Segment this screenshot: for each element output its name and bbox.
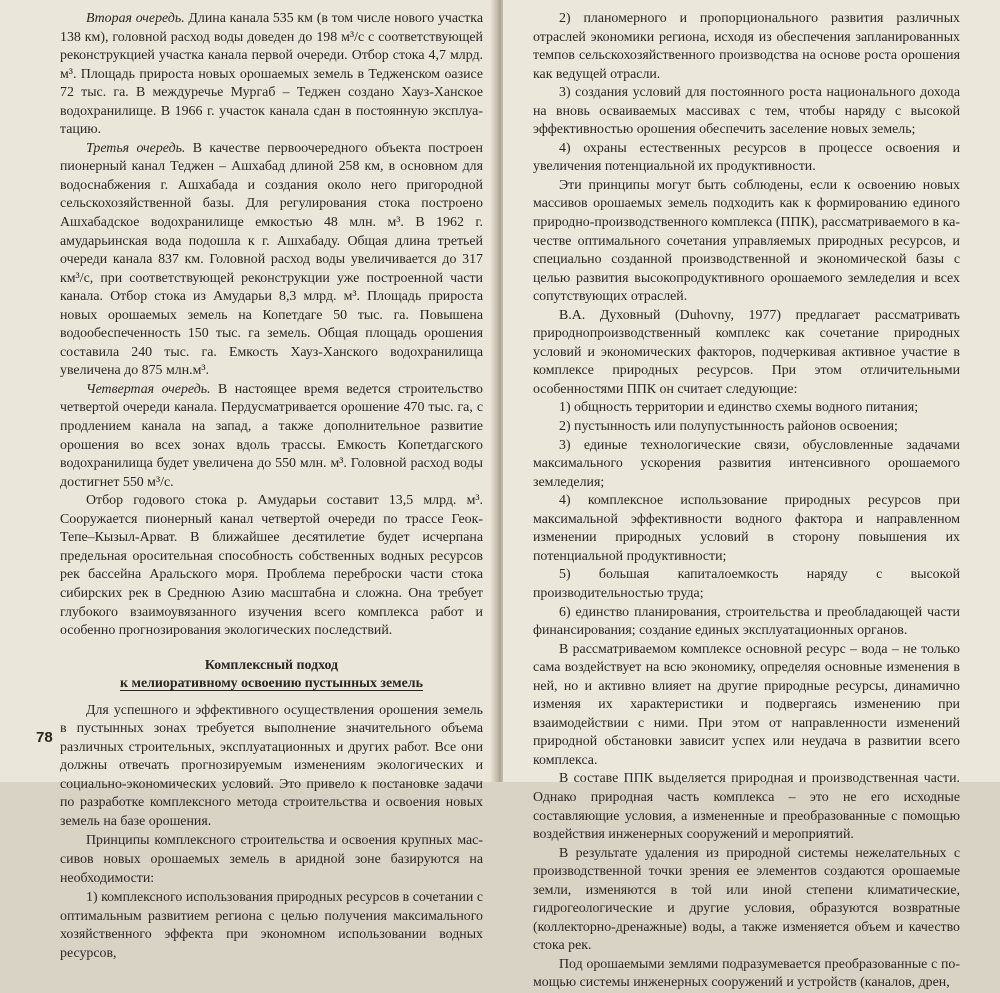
paragraph: 3) создания условий для постоянного роста национального дохода на вновь осваиваемых массивах с тем, чтобы наряду с высокой эффективностью орошения обеспечить заселение новых земель; [533, 85, 960, 138]
paragraph: 2) планомерного и пропорционального развития различных отраслей экономики региона, исходя из обеспечения запланированных темпов сельскохозяйственного производства на основе роста орошения как ведущей отрасли. [533, 11, 960, 82]
paragraph-lead: Третья очередь. [86, 140, 186, 156]
list-item: 1) общность территории и единство схемы водного питания; [559, 400, 919, 416]
section-heading-line-2: к мелиоративному освоению пустынных земель [120, 675, 423, 691]
paragraph: Принципы комплексного строительства и освоения крупных массивов новых орошаемых земель в аридной зоне базируются на необходимости: [60, 833, 483, 886]
paragraph: В составе ППК выделяется природная и производственная части. Однако природная часть комплекса – это не его исходные составляющие условия, а измененные и преобразованные с помощью воздействия инженерных сооружений и мероприятий. [533, 771, 960, 843]
page-number: 78 [36, 729, 53, 746]
paragraph-lead: Вторая очередь. [86, 11, 185, 26]
paragraph: 1) комплексного использования природных ресурсов в сочетании с оптимальным развитием региона с целью получения максимального хозяйственного эффекта при экономном использовании водных ресурсов, [60, 890, 483, 961]
paragraph: В.А. Духовный (Duhovny, 1977) предлагает рассматривать природнопроизводственный комплекс как сочетание природных условий и экономических факторов, подчеркивая активное участие в комплексе природных ресурсов. При этом отличительными особенностями ППК он считает следующие: [533, 307, 960, 397]
paragraph-text: Длина канала 535 км (в том числе нового участка 138 км), головной расход воды доведен до 198 м³/с с соответствующей реконструкцией участка канала первой очереди. Отбор стока 4,7 млрд. м³. Площадь прироста новых орошаемых земель в Тедженском оазисе 72 тыс. га. В междуречье Мургаб – Теджен создано Хауз-Ханское водохранилище. В 1966 г. участок канала сдан в постоянную эксплуатацию. [60, 11, 483, 138]
list-item: 3) единые технологические связи, обусловленные задачами максимального ускорения развития интенсивного орошаемого земледелия; [533, 437, 960, 490]
right-page [503, 0, 1000, 991]
paragraph-text: В качестве первоочередного объекта построен пионерный канал Теджен – Ашхабад длиной 258 км, в основном для водоснабжения г. Ашхабада и создания около него пригородной сельскохозяйственной базы. Для регулирования стока построено Ашхабадское водохранилище емкостью 48 млн. м³. В 1962 г. амударьинская вода подошла к г. Ашхабаду. Общая длина третьей очереди канала 837 км. Головной расход воды увеличивается до 317 км³/с, при соответствующей реконструкции уже построенной части канала. Отбор стока из Амударьи 8,3 млрд. м³. Площадь прироста новых орошаемых земель на Копетдаге 50 тыс. га. Повышена водообеспеченность 150 тыс. га земель. Общая площадь орошения составила 240 тыс. га. Емкость Хауз-Ханского водохранилища увеличена до 875 млн.м³. [60, 140, 483, 379]
list-item: 5) большая капиталоемкость наряду с высокой производительностью труда; [533, 567, 960, 601]
paragraph [60, 10, 483, 140]
paragraph: Для успешного и эффективного осуществления орошения земель в пустынных зонах требуется выполнение значительного объема различных строительных, эксплуатационных и других работ. Все они должны отвечать прогнозируемым изменениям экологических и социально-экономических условий. Это привело к постановке задачи по разработке комплексного метода строительства и освоения новых земель на базе орошения. [60, 702, 483, 829]
list-item: 6) единство планирования, строительства и преобладающей части финансирования; создание единых эксплуатационных органов. [533, 604, 960, 639]
list-item: 4) комплексное использование природных ресурсов при максимальной эффективности водного фактора и направленном изменении природных условий в сторону повышения их потенциальной продуктивности; [533, 493, 960, 564]
paragraph: В рассматриваемом комплексе основной ресурс – вода – не только сама воздействует на всю экономику, определяя основные изменения в ней, но и активно влияет на другие природные ресурсы, динамично изменяя их характеристики и подвергаясь изменению при взаимодействии с ними. При этом от направленности изменений природной обстановки зависит успех или неудача в развитии всего комплекса. [533, 641, 960, 768]
left-page-text [60, 10, 483, 963]
paragraph [60, 381, 483, 492]
section-heading-line-1: Комплексный подход [204, 657, 339, 673]
paragraph-text: Отбор годового стока р. Амударьи составит 13,5 млрд. м³. Сооружается пионерный канал четвертой очереди по трассе Геок-Тепе–Кызыл-Арват. В ближайшее десятилетие будет исчерпана предельная оросительная способность собственных водных ресурсов рек бассейна Аральского моря. Проблема переброски части стока сибирских рек в Среднюю Азию масштабна и сложна. Она требует глубокого взаимоувязанного изучения всего комплекса работ и особенно прогнозирования экологических последствий. [60, 493, 483, 639]
list-item: 2) пустынность или полупустынность районов освоения; [559, 419, 898, 435]
paragraph: Эти принципы могут быть соблюдены, если к освоению новых массивов орошаемых земель подходить как к формированию единого природно-производственного комплекса (ППК), рассматриваемого в качестве оптимального сочетания управляемых природных ресурсов, и специально созданной производственной и экономической базы с целью развития высокопродуктивного орошаемого земледелия и всех сопутствующих отраслей. [533, 177, 960, 305]
paragraph [60, 492, 483, 640]
section-heading [60, 657, 483, 693]
paragraph: В результате удаления из природной системы нежелательных с производственной точки зрения ее элементов создаются орошаемые земли, изменяются в той или иной степени климатические, гидрогеологические и другие условия, образуются возвратные (коллекторно-дренажные) воды, а также изменяется объем и качество стока рек. [533, 845, 960, 954]
right-page-text [533, 10, 960, 993]
paragraph: 4) охраны естественных ресурсов в процессе освоения и увеличения потенциальной их продуктивности. [533, 140, 960, 175]
left-page [0, 0, 497, 961]
paragraph-lead: Четвертая очередь. [86, 381, 211, 397]
paragraph: Под орошаемыми землями подразумевается преобразованные с помощью системы инженерных сооружений и устройств (каналов, дрен, [533, 956, 960, 991]
paragraph-text: В настоящее время ведется строительство четвертой очереди канала. Пердусматривается орошение 470 тыс. га, с продлением канала на запад, а также дополнительное развитие орошения во всех зонах вдоль трассы. Емкость Копетдагского водохранилища будет увеличена до 550 млн. м³. Головной расход воды достигнет 550 м³/с. [60, 381, 483, 490]
paragraph [60, 140, 483, 381]
